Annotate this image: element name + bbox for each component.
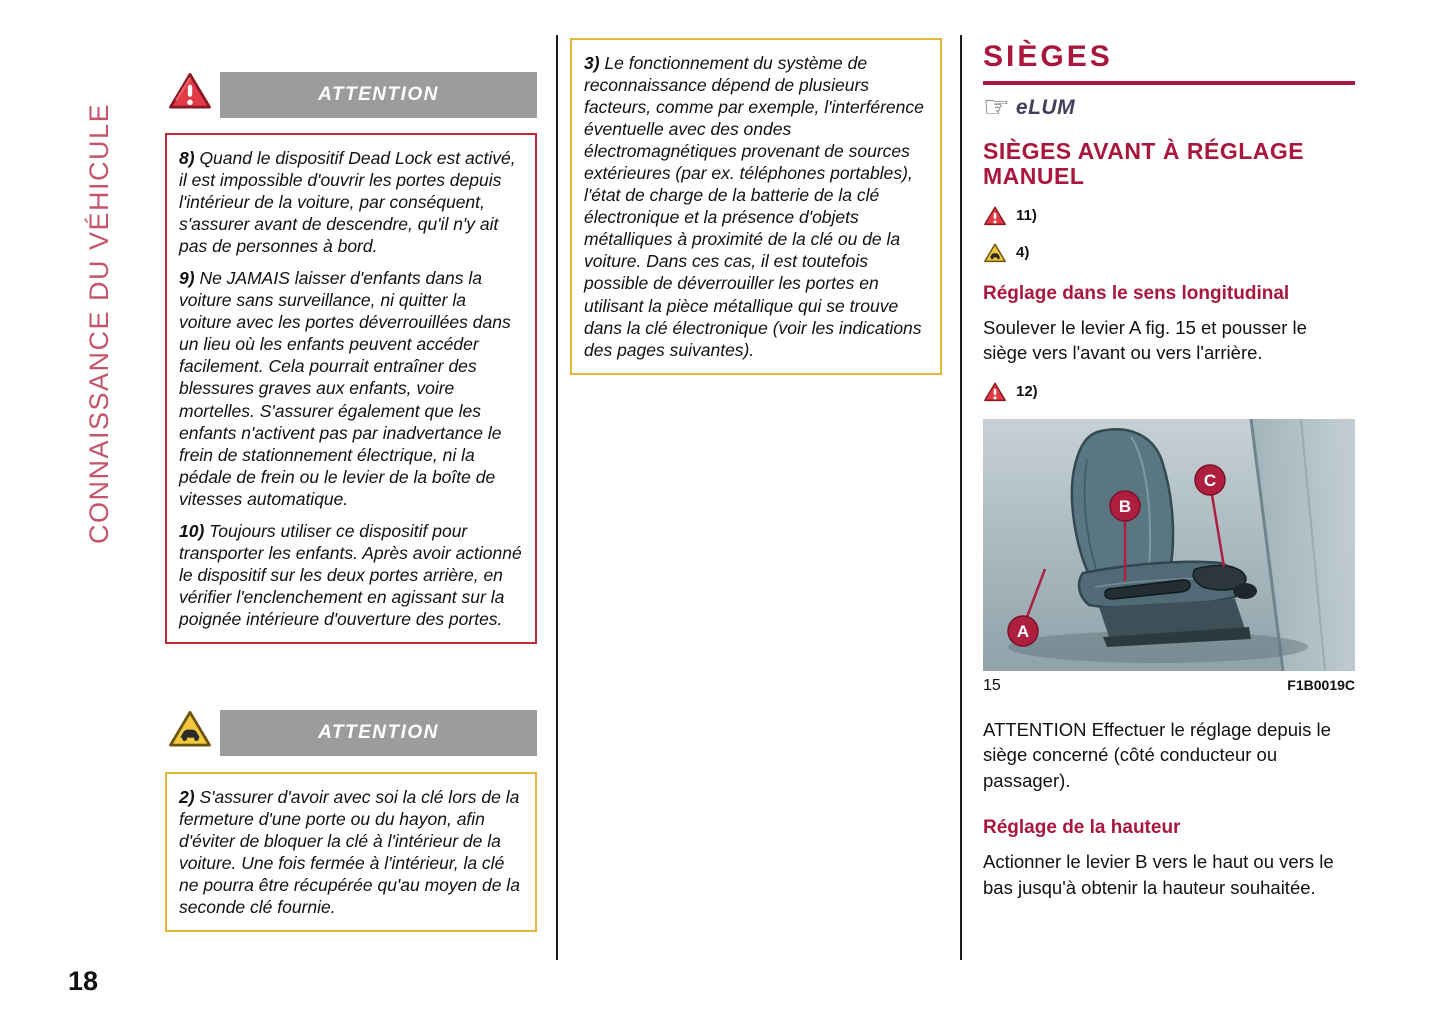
figure-number: 15 — [983, 676, 1001, 694]
warning-box-yellow-middle — [570, 38, 942, 375]
paragraph-heading: Réglage de la hauteur — [983, 817, 1181, 839]
attention-header-yellow — [165, 710, 537, 756]
section-title: SIÈGES — [983, 40, 1355, 85]
warning-paragraph — [179, 786, 523, 918]
pointing-hand-icon: ☞ — [983, 91, 1010, 124]
column-divider — [960, 35, 962, 960]
attention-note: ATTENTION Effectuer le réglage depuis le siège concerné (côté conducteur ou passager). — [983, 718, 1331, 791]
warning-paragraph — [584, 52, 928, 361]
attention-header-red — [165, 72, 537, 118]
figure-seat-adjustment — [983, 419, 1355, 695]
paragraph-text: Toujours utiliser ce dispositif pour transporter les enfants. Après avoir actionné le dispositif sur les deux portes arrière, en vérifier l'enclenchement en agissant sur la poignée intérieure d'ouverture des portes. — [179, 520, 522, 629]
svg-text:C: C — [1203, 470, 1217, 490]
paragraph-number: 8) — [179, 148, 195, 168]
attention-header-label: ATTENTION — [220, 710, 537, 756]
paragraph-number: 9) — [179, 268, 195, 289]
warning-paragraph — [179, 147, 523, 257]
svg-text:A: A — [1016, 621, 1030, 641]
warning-paragraph — [179, 267, 523, 510]
figure-code: F1B0019C — [1287, 676, 1355, 693]
warning-box-red — [165, 133, 537, 644]
warning-reference-number: 12) — [1016, 383, 1038, 401]
elum-reference — [983, 93, 1355, 123]
paragraph-heading: Réglage dans le sens longitudinal — [983, 282, 1290, 304]
figure-label-b — [1110, 491, 1140, 521]
hazard-triangle-yellow-icon — [983, 242, 1007, 264]
figure-caption — [983, 677, 1355, 695]
seat-figure-illustration — [983, 419, 1355, 671]
warning-reference-number: 4) — [1016, 244, 1030, 262]
body-paragraph: Actionner le levier B vers le haut ou vers le bas jusqu'à obtenir la hauteur souhaitée. — [983, 851, 1334, 898]
attention-header-label: ATTENTION — [220, 72, 537, 118]
paragraph-number: 10) — [179, 520, 205, 541]
paragraph-number: 3) — [584, 53, 600, 73]
hazard-triangle-yellow-icon — [167, 708, 213, 750]
chapter-vertical-label: CONNAISSANCE DU VÉHICULE — [84, 102, 114, 544]
warning-triangle-red-icon — [167, 70, 213, 112]
paragraph-text: Quand le dispositif Dead Lock est activé, il est impossible d'ouvrir les portes depuis l'intérieur de la voiture, par conséquent, s'assurer avant de descendre, qu'il n'y ait pas de personnes à bord. — [179, 148, 516, 257]
body-paragraph: Soulever le levier A fig. 15 et pousser le siège vers l'avant ou vers l'arrière. — [983, 316, 1307, 364]
warning-triangle-red-icon — [983, 205, 1007, 227]
column-divider — [556, 35, 558, 960]
paragraph-number: 2) — [179, 787, 195, 807]
elum-label: eLUM — [1015, 96, 1076, 119]
paragraph-text: S'assurer d'avoir avec soi la clé lors de la fermeture d'une porte ou du hayon, afin d'éviter de bloquer la clé à l'intérieur de la voiture. Une fois fermée à l'intérieur, la clé ne pourra être récupérée qu'au moyen de la seconde clé fournie. — [179, 787, 520, 918]
paragraph-text: Le fonctionnement du système de reconnaissance dépend de plusieurs facteurs, comme par exemple, l'interférence éventuelle avec des ondes électromagnétiques provenant de sources extérieures (par ex. téléphones portables), l'état de charge de la batterie de la clé électronique et la présence d'objets métalliques à proximité de la clé ou de la voiture. Dans ces cas, il est toutefois possible de déverrouiller les portes en utilisant la pièce métallique qui se trouve dans la clé électronique (voir les indications des pages suivantes). — [584, 53, 924, 360]
svg-text:B: B — [1118, 496, 1132, 516]
warning-box-yellow — [165, 772, 537, 932]
figure-label-c — [1195, 465, 1225, 495]
warning-paragraph — [179, 520, 523, 630]
warning-triangle-red-icon — [983, 381, 1007, 403]
warning-reference-row — [983, 242, 1355, 264]
warning-reference-row — [983, 205, 1355, 227]
warning-reference-number: 11) — [1016, 207, 1037, 225]
warning-reference-row — [983, 381, 1355, 403]
figure-label-a — [1008, 616, 1038, 646]
page-number: 18 — [68, 966, 99, 996]
subsection-title: SIÈGES AVANT À RÉGLAGE MANUEL — [983, 138, 1305, 190]
column-right — [983, 40, 1355, 900]
paragraph-text: Ne JAMAIS laisser d'enfants dans la voiture sans surveillance, ni quitter la voiture avec les portes déverrouillées dans un lieu où les enfants peuvent accéder facilement. Cela pourrait entraîner des blessures graves aux enfants, voire mortelles. S'assurer également que les enfants n'activent pas par inadvertance le frein de stationnement électrique, ni la pédale de frein ou le levier de la boîte de vitesses automatique. — [179, 268, 511, 509]
